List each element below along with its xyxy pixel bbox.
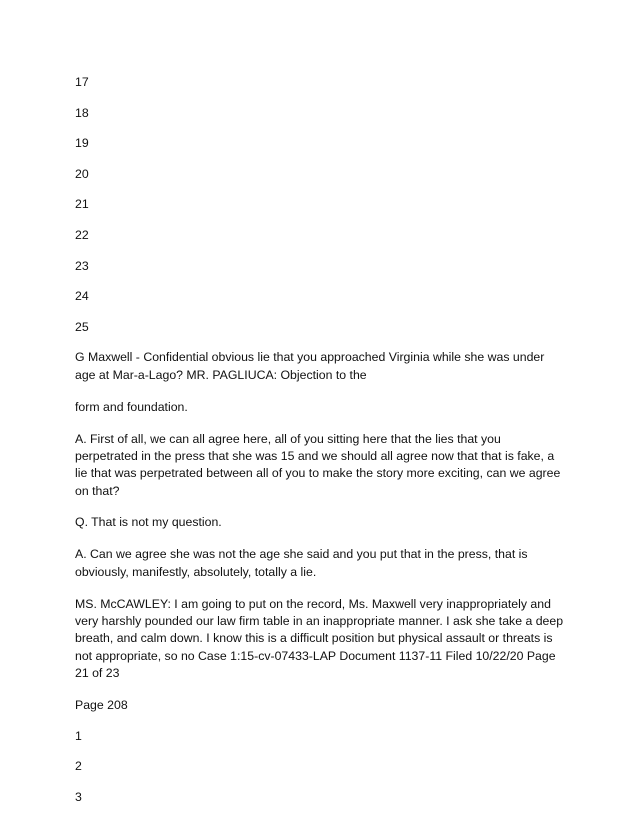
transcript-paragraph: MS. McCAWLEY: I am going to put on the record, Ms. Maxwell very inappropriately and very harshly pounded our law firm table in an inappropriate manner. I ask she take a deep breath, and calm down. I know this is a difficult position but physical assault or threats is not appropriate, so no Case 1:15-cv-07433-LAP Document 1137-11 Filed 10/22/20 Page 21 of 23: [75, 596, 564, 680]
transcript-content: [75, 74, 565, 819]
transcript-paragraph: form and foundation.: [75, 399, 188, 414]
line-number: 25: [75, 319, 89, 334]
line-number: 20: [75, 166, 89, 181]
line-number: 24: [75, 289, 89, 304]
page-number-label: Page 208: [75, 697, 128, 712]
line-number: 19: [75, 136, 89, 151]
transcript-paragraph: A. Can we agree she was not the age she said and you put that in the press, that is obviously, manifestly, absolutely, totally a lie.: [75, 547, 528, 579]
transcript-paragraph: Q. That is not my question.: [75, 515, 222, 530]
line-number: 3: [75, 789, 82, 804]
line-number: 1: [75, 728, 82, 743]
line-number-list-top: [75, 74, 565, 335]
transcript-paragraph: A. First of all, we can all agree here, all of you sitting here that the lies that you perpetrated in the press that she was 15 and we should all agree now that that is fake, a lie that was perpetrated between all of you to make the story more exciting, can we agree on that?: [75, 431, 561, 498]
line-number: 18: [75, 105, 89, 120]
line-number: 17: [75, 75, 89, 89]
line-number-list-bottom: [75, 728, 565, 805]
line-number: 21: [75, 197, 89, 212]
transcript-paragraphs: [75, 349, 565, 682]
transcript-paragraph: G Maxwell - Confidential obvious lie that you approached Virginia while she was under age at Mar-a-Lago? MR. PAGLIUCA: Objection to the: [75, 350, 545, 382]
line-number: 23: [75, 258, 89, 273]
line-number: 22: [75, 227, 89, 242]
line-number: 2: [75, 759, 82, 774]
